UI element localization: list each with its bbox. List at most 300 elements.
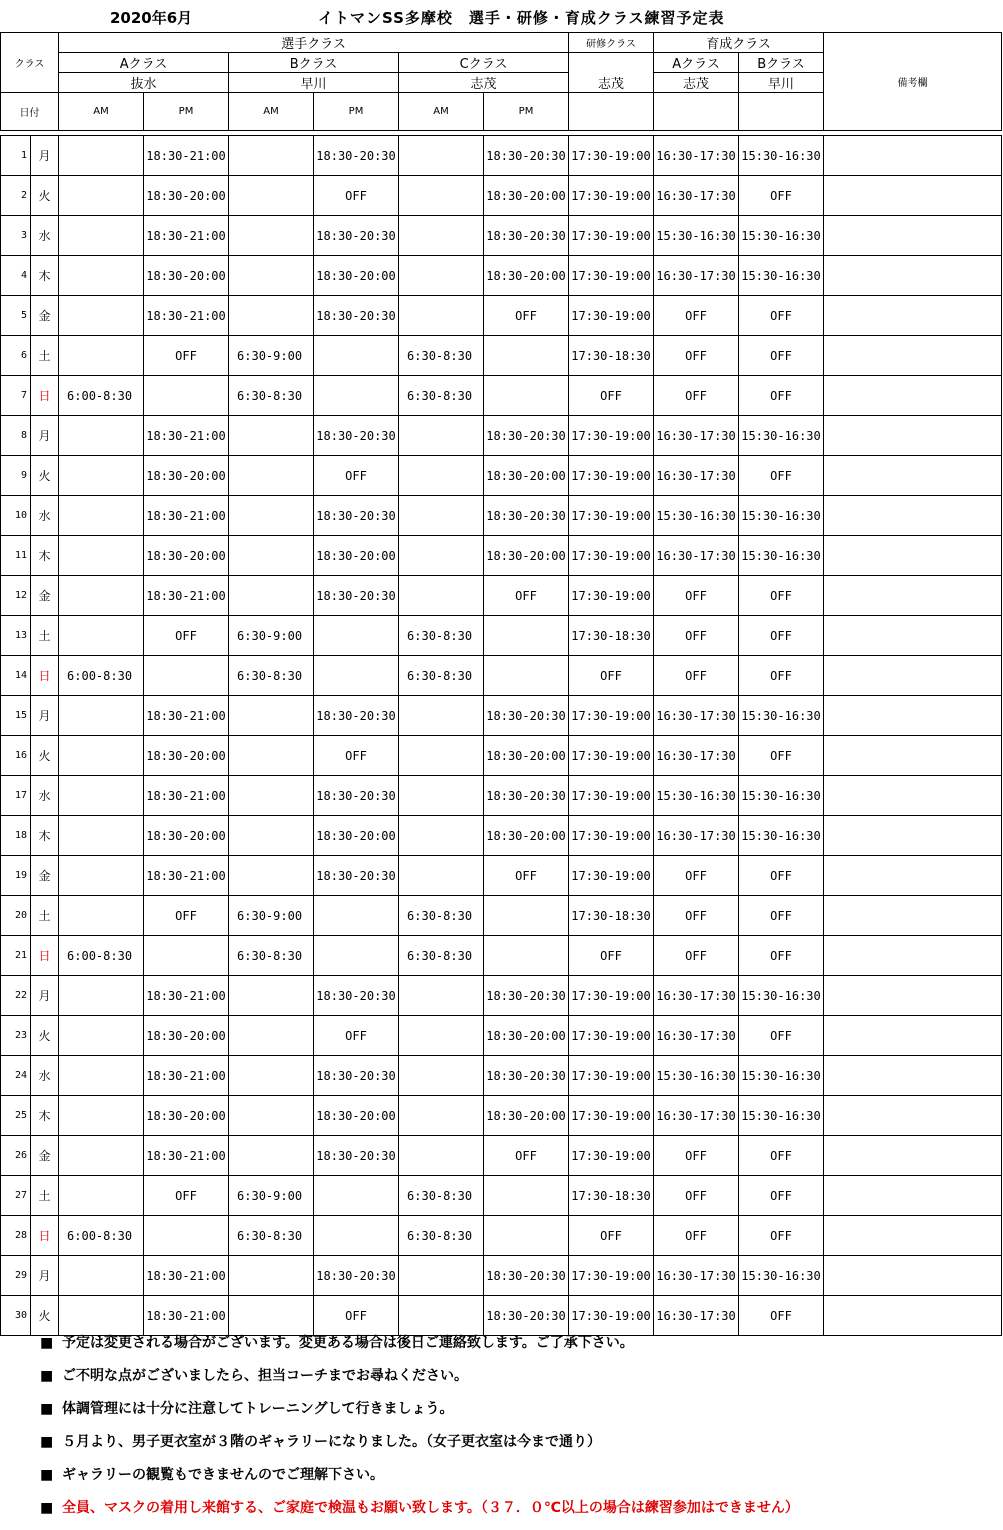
- b-pm-cell: 18:30-20:00: [314, 816, 399, 856]
- note-text: 予定は変更される場合がございます。変更ある場合は後日ご連絡致します。ご了承下さい。: [62, 1335, 634, 1351]
- a-am-cell: [59, 136, 144, 176]
- a-pm-cell: 18:30-21:00: [144, 696, 229, 736]
- remarks-cell: [824, 416, 1002, 456]
- remarks-cell: [824, 456, 1002, 496]
- c-pm-cell: 18:30-20:30: [484, 1056, 569, 1096]
- a-pm-header: PM: [144, 93, 229, 131]
- bullet-square-icon: ■: [40, 1434, 54, 1450]
- day-number: 8: [1, 416, 31, 456]
- a-pm-cell: 18:30-20:00: [144, 736, 229, 776]
- ikusei-a-cell: 16:30-17:30: [654, 456, 739, 496]
- note-item: [40, 1398, 1000, 1431]
- bullet-square-icon: ■: [40, 1368, 54, 1384]
- a-am-cell: [59, 336, 144, 376]
- kenshu-cell: 17:30-19:00: [569, 536, 654, 576]
- c-am-cell: [399, 136, 484, 176]
- c-am-cell: 6:30-8:30: [399, 896, 484, 936]
- a-am-cell: [59, 856, 144, 896]
- note-text: ５月より、男子更衣室が３階のギャラリーになりました。（女子更衣室は今まで通り）: [62, 1434, 601, 1450]
- ikusei-b-cell: OFF: [739, 616, 824, 656]
- note-item: [40, 1365, 1000, 1398]
- a-pm-cell: 18:30-21:00: [144, 1256, 229, 1296]
- table-row: [1, 1056, 1002, 1096]
- a-pm-cell: 18:30-20:00: [144, 456, 229, 496]
- b-am-cell: 6:30-9:00: [229, 1176, 314, 1216]
- kenshu-cell: 17:30-19:00: [569, 696, 654, 736]
- a-am-cell: 6:00-8:30: [59, 376, 144, 416]
- remarks-cell: [824, 1136, 1002, 1176]
- b-am-cell: 6:30-9:00: [229, 896, 314, 936]
- c-am-cell: 6:30-8:30: [399, 936, 484, 976]
- c-pm-cell: 18:30-20:00: [484, 816, 569, 856]
- remarks-cell: [824, 1176, 1002, 1216]
- a-am-cell: [59, 216, 144, 256]
- b-pm-cell: [314, 376, 399, 416]
- ikusei-b-cell: 15:30-16:30: [739, 1256, 824, 1296]
- b-am-cell: 6:30-9:00: [229, 616, 314, 656]
- ikusei-b-cell: 15:30-16:30: [739, 776, 824, 816]
- a-am-cell: [59, 816, 144, 856]
- ikusei-a-cell: 15:30-16:30: [654, 216, 739, 256]
- ikusei-b-cell: OFF: [739, 1216, 824, 1256]
- b-pm-cell: 18:30-20:30: [314, 1056, 399, 1096]
- table-row: [1, 496, 1002, 536]
- c-pm-cell: [484, 336, 569, 376]
- remarks-cell: [824, 856, 1002, 896]
- b-pm-cell: 18:30-20:30: [314, 416, 399, 456]
- ikusei-b-cell: OFF: [739, 856, 824, 896]
- ikusei-b-cell: OFF: [739, 1296, 824, 1336]
- b-pm-cell: 18:30-20:30: [314, 1136, 399, 1176]
- b-am-cell: [229, 696, 314, 736]
- c-am-cell: [399, 1056, 484, 1096]
- b-pm-cell: 18:30-20:00: [314, 1096, 399, 1136]
- a-am-cell: [59, 496, 144, 536]
- c-class-header: Cクラス: [399, 53, 569, 73]
- c-am-cell: [399, 1256, 484, 1296]
- day-number: 5: [1, 296, 31, 336]
- c-am-cell: 6:30-8:30: [399, 336, 484, 376]
- ikusei-a-cell: 16:30-17:30: [654, 176, 739, 216]
- day-of-week: 日: [31, 936, 59, 976]
- b-pm-cell: 18:30-20:00: [314, 256, 399, 296]
- b-pm-cell: OFF: [314, 1016, 399, 1056]
- senshu-class-header: 選手クラス: [59, 33, 569, 53]
- day-number: 1: [1, 136, 31, 176]
- table-row: [1, 856, 1002, 896]
- c-pm-header: PM: [484, 93, 569, 131]
- remarks-cell: [824, 696, 1002, 736]
- ikusei-a-cell: 16:30-17:30: [654, 1296, 739, 1336]
- ikusei-b-cell: OFF: [739, 736, 824, 776]
- remarks-cell: [824, 616, 1002, 656]
- remarks-cell: [824, 776, 1002, 816]
- kenshu-cell: 17:30-19:00: [569, 256, 654, 296]
- c-pm-cell: [484, 1216, 569, 1256]
- a-pm-cell: 18:30-20:00: [144, 1096, 229, 1136]
- a-am-cell: 6:00-8:30: [59, 656, 144, 696]
- day-number: 2: [1, 176, 31, 216]
- kenshu-cell: 17:30-19:00: [569, 1136, 654, 1176]
- a-am-cell: [59, 1016, 144, 1056]
- c-pm-cell: 18:30-20:30: [484, 136, 569, 176]
- a-am-cell: [59, 176, 144, 216]
- b-am-cell: [229, 456, 314, 496]
- kenshu-cell: 17:30-18:30: [569, 616, 654, 656]
- a-pm-cell: [144, 376, 229, 416]
- b-pm-cell: 18:30-20:30: [314, 696, 399, 736]
- day-number: 23: [1, 1016, 31, 1056]
- b-am-cell: [229, 536, 314, 576]
- day-number: 26: [1, 1136, 31, 1176]
- a-am-cell: [59, 976, 144, 1016]
- table-header: [1, 33, 1002, 136]
- table-row: [1, 1216, 1002, 1256]
- ikusei-a-cell: 16:30-17:30: [654, 1096, 739, 1136]
- ikusei-b-cell: OFF: [739, 1136, 824, 1176]
- ikusei-a-cell: OFF: [654, 656, 739, 696]
- c-am-cell: [399, 1296, 484, 1336]
- remarks-header: 備考欄: [824, 33, 1002, 131]
- day-number: 27: [1, 1176, 31, 1216]
- ikusei-a-cell: OFF: [654, 576, 739, 616]
- ikusei-a-cell: 16:30-17:30: [654, 416, 739, 456]
- c-pm-cell: OFF: [484, 576, 569, 616]
- c-am-cell: [399, 1136, 484, 1176]
- table-row: [1, 1096, 1002, 1136]
- b-am-cell: [229, 856, 314, 896]
- table-row: [1, 776, 1002, 816]
- kenshu-cell: 17:30-19:00: [569, 816, 654, 856]
- remarks-cell: [824, 1096, 1002, 1136]
- ikusei-b-cell: 15:30-16:30: [739, 976, 824, 1016]
- ikusei-b-cell: OFF: [739, 336, 824, 376]
- kenshu-cell: 17:30-18:30: [569, 336, 654, 376]
- a-pm-cell: OFF: [144, 1176, 229, 1216]
- kenshu-cell: OFF: [569, 936, 654, 976]
- c-am-cell: [399, 976, 484, 1016]
- c-am-cell: [399, 496, 484, 536]
- c-am-cell: [399, 256, 484, 296]
- a-am-cell: [59, 616, 144, 656]
- b-am-cell: [229, 416, 314, 456]
- ikusei-b-header: Bクラス: [739, 53, 824, 73]
- table-row: [1, 416, 1002, 456]
- day-number: 7: [1, 376, 31, 416]
- a-am-cell: [59, 416, 144, 456]
- b-pm-cell: 18:30-20:30: [314, 1256, 399, 1296]
- ikusei-b-cell: 15:30-16:30: [739, 216, 824, 256]
- note-text: ご不明な点がございましたら、担当コーチまでお尋ねください。: [62, 1368, 468, 1384]
- schedule-table: [0, 32, 1002, 1336]
- table-row: [1, 736, 1002, 776]
- ikusei-a-coach: 志茂: [654, 73, 739, 93]
- day-number: 22: [1, 976, 31, 1016]
- note-text: 体調管理には十分に注意してトレーニングして行きましょう。: [62, 1401, 454, 1417]
- ikusei-b-cell: OFF: [739, 376, 824, 416]
- c-am-cell: [399, 576, 484, 616]
- note-item: [40, 1332, 1000, 1365]
- day-of-week: 水: [31, 1056, 59, 1096]
- ikusei-a-header: Aクラス: [654, 53, 739, 73]
- a-am-cell: [59, 296, 144, 336]
- ikusei-a-cell: 16:30-17:30: [654, 256, 739, 296]
- day-of-week: 月: [31, 976, 59, 1016]
- day-number: 11: [1, 536, 31, 576]
- day-number: 25: [1, 1096, 31, 1136]
- b-pm-cell: 18:30-20:30: [314, 856, 399, 896]
- a-pm-cell: 18:30-20:00: [144, 816, 229, 856]
- table-row: [1, 696, 1002, 736]
- remarks-cell: [824, 216, 1002, 256]
- a-pm-cell: 18:30-21:00: [144, 1136, 229, 1176]
- c-pm-cell: 18:30-20:30: [484, 416, 569, 456]
- page-title: イトマンSS多摩校 選手・研修・育成クラス練習予定表: [318, 9, 725, 27]
- b-am-cell: [229, 576, 314, 616]
- ikusei-b-cell: OFF: [739, 456, 824, 496]
- table-row: [1, 1176, 1002, 1216]
- b-am-cell: [229, 816, 314, 856]
- day-of-week: 木: [31, 256, 59, 296]
- ikusei-a-cell: OFF: [654, 616, 739, 656]
- remarks-cell: [824, 976, 1002, 1016]
- day-of-week: 日: [31, 1216, 59, 1256]
- a-pm-cell: [144, 1216, 229, 1256]
- ikusei-a-cell: 15:30-16:30: [654, 1056, 739, 1096]
- b-pm-cell: 18:30-20:30: [314, 576, 399, 616]
- c-am-header: AM: [399, 93, 484, 131]
- a-pm-cell: 18:30-21:00: [144, 296, 229, 336]
- c-pm-cell: OFF: [484, 1136, 569, 1176]
- c-pm-cell: 18:30-20:30: [484, 776, 569, 816]
- b-am-cell: [229, 136, 314, 176]
- table-row: [1, 816, 1002, 856]
- remarks-cell: [824, 576, 1002, 616]
- ikusei-a-cell: OFF: [654, 1176, 739, 1216]
- c-pm-cell: 18:30-20:30: [484, 1296, 569, 1336]
- b-am-cell: [229, 1136, 314, 1176]
- day-of-week: 金: [31, 856, 59, 896]
- b-am-header: AM: [229, 93, 314, 131]
- a-am-cell: [59, 776, 144, 816]
- a-pm-cell: 18:30-21:00: [144, 136, 229, 176]
- ikusei-a-cell: OFF: [654, 1136, 739, 1176]
- ikusei-b-cell: 15:30-16:30: [739, 136, 824, 176]
- day-number: 30: [1, 1296, 31, 1336]
- kenshu-cell: 17:30-19:00: [569, 576, 654, 616]
- ikusei-b-cell: 15:30-16:30: [739, 1056, 824, 1096]
- kenshu-cell: OFF: [569, 376, 654, 416]
- c-am-cell: 6:30-8:30: [399, 376, 484, 416]
- a-pm-cell: OFF: [144, 896, 229, 936]
- note-text: 全員、マスクの着用し来館する、ご家庭で検温もお願い致します。（３７．０℃以上の場合は練習参加はできません）: [62, 1500, 799, 1516]
- b-am-cell: [229, 976, 314, 1016]
- remarks-cell: [824, 1056, 1002, 1096]
- bullet-square-icon: ■: [40, 1500, 54, 1516]
- a-pm-cell: 18:30-21:00: [144, 1056, 229, 1096]
- c-am-cell: [399, 176, 484, 216]
- kenshu-cell: 17:30-18:30: [569, 896, 654, 936]
- b-am-cell: [229, 1096, 314, 1136]
- table-row: [1, 936, 1002, 976]
- c-am-cell: [399, 856, 484, 896]
- c-am-cell: [399, 776, 484, 816]
- a-am-cell: 6:00-8:30: [59, 1216, 144, 1256]
- a-am-cell: [59, 1136, 144, 1176]
- day-number: 6: [1, 336, 31, 376]
- c-am-cell: 6:30-8:30: [399, 616, 484, 656]
- kenshu-cell: 17:30-19:00: [569, 1016, 654, 1056]
- ikusei-b-cell: OFF: [739, 176, 824, 216]
- kenshu-cell: 17:30-19:00: [569, 1056, 654, 1096]
- a-pm-cell: 18:30-21:00: [144, 496, 229, 536]
- c-am-cell: 6:30-8:30: [399, 1176, 484, 1216]
- b-pm-cell: OFF: [314, 1296, 399, 1336]
- ikusei-b-cell: 15:30-16:30: [739, 536, 824, 576]
- kenshu-empty-header: [569, 93, 654, 131]
- bullet-square-icon: ■: [40, 1467, 54, 1483]
- remarks-cell: [824, 1296, 1002, 1336]
- b-am-cell: [229, 176, 314, 216]
- a-pm-cell: 18:30-21:00: [144, 416, 229, 456]
- c-pm-cell: 18:30-20:00: [484, 456, 569, 496]
- c-pm-cell: 18:30-20:30: [484, 976, 569, 1016]
- table-row: [1, 296, 1002, 336]
- c-am-cell: [399, 736, 484, 776]
- day-number: 10: [1, 496, 31, 536]
- a-pm-cell: 18:30-21:00: [144, 856, 229, 896]
- table-row: [1, 616, 1002, 656]
- ikusei-class-header: 育成クラス: [654, 33, 824, 53]
- a-am-cell: [59, 1176, 144, 1216]
- day-number: 14: [1, 656, 31, 696]
- day-of-week: 月: [31, 136, 59, 176]
- b-am-cell: [229, 496, 314, 536]
- kenshu-cell: 17:30-19:00: [569, 296, 654, 336]
- a-pm-cell: [144, 936, 229, 976]
- b-pm-cell: 18:30-20:30: [314, 776, 399, 816]
- b-am-cell: [229, 736, 314, 776]
- notes-section: [40, 1332, 1000, 1530]
- b-am-cell: 6:30-8:30: [229, 1216, 314, 1256]
- b-pm-cell: 18:30-20:00: [314, 536, 399, 576]
- kenshu-cell: 17:30-19:00: [569, 136, 654, 176]
- b-am-cell: 6:30-8:30: [229, 656, 314, 696]
- remarks-cell: [824, 656, 1002, 696]
- b-pm-cell: OFF: [314, 456, 399, 496]
- c-pm-cell: [484, 1176, 569, 1216]
- c-pm-cell: 18:30-20:00: [484, 736, 569, 776]
- a-am-cell: [59, 1256, 144, 1296]
- a-am-cell: [59, 576, 144, 616]
- kenshu-cell: 17:30-19:00: [569, 216, 654, 256]
- c-pm-cell: 18:30-20:00: [484, 256, 569, 296]
- ikusei-a-cell: 16:30-17:30: [654, 536, 739, 576]
- kenshu-cell: 17:30-19:00: [569, 416, 654, 456]
- day-of-week: 水: [31, 216, 59, 256]
- b-pm-cell: [314, 1216, 399, 1256]
- day-of-week: 木: [31, 536, 59, 576]
- table-row: [1, 536, 1002, 576]
- ikusei-a-cell: 16:30-17:30: [654, 696, 739, 736]
- day-of-week: 土: [31, 1176, 59, 1216]
- a-am-cell: 6:00-8:30: [59, 936, 144, 976]
- remarks-cell: [824, 136, 1002, 176]
- a-am-cell: [59, 1056, 144, 1096]
- ikusei-a-cell: OFF: [654, 376, 739, 416]
- a-am-cell: [59, 536, 144, 576]
- schedule-body: [1, 136, 1002, 1336]
- day-number: 19: [1, 856, 31, 896]
- day-number: 9: [1, 456, 31, 496]
- remarks-cell: [824, 296, 1002, 336]
- ikusei-a-cell: OFF: [654, 936, 739, 976]
- c-am-cell: [399, 696, 484, 736]
- c-am-cell: [399, 456, 484, 496]
- kenshu-cell: 17:30-19:00: [569, 976, 654, 1016]
- remarks-cell: [824, 336, 1002, 376]
- day-number: 17: [1, 776, 31, 816]
- b-am-cell: 6:30-8:30: [229, 936, 314, 976]
- c-am-cell: 6:30-8:30: [399, 1216, 484, 1256]
- b-am-cell: [229, 1256, 314, 1296]
- day-of-week: 月: [31, 416, 59, 456]
- day-number: 16: [1, 736, 31, 776]
- c-am-cell: [399, 416, 484, 456]
- c-pm-cell: 18:30-20:00: [484, 536, 569, 576]
- ikusei-a-cell: 16:30-17:30: [654, 1016, 739, 1056]
- day-of-week: 火: [31, 176, 59, 216]
- day-number: 20: [1, 896, 31, 936]
- day-of-week: 日: [31, 656, 59, 696]
- table-row: [1, 656, 1002, 696]
- table-row: [1, 1136, 1002, 1176]
- b-am-cell: [229, 1296, 314, 1336]
- b-pm-cell: 18:30-20:30: [314, 976, 399, 1016]
- table-row: [1, 216, 1002, 256]
- day-number: 15: [1, 696, 31, 736]
- a-am-cell: [59, 696, 144, 736]
- b-pm-cell: [314, 616, 399, 656]
- b-pm-cell: [314, 936, 399, 976]
- day-of-week: 金: [31, 1136, 59, 1176]
- day-of-week: 木: [31, 816, 59, 856]
- b-pm-cell: OFF: [314, 176, 399, 216]
- ikusei-a-cell: OFF: [654, 336, 739, 376]
- ikusei-b-cell: OFF: [739, 656, 824, 696]
- kenshu-coach: 志茂: [569, 53, 654, 93]
- ikusei-a-cell: OFF: [654, 856, 739, 896]
- remarks-cell: [824, 496, 1002, 536]
- c-am-cell: [399, 816, 484, 856]
- b-pm-cell: [314, 656, 399, 696]
- kenshu-cell: 17:30-19:00: [569, 176, 654, 216]
- kenshu-cell: 17:30-19:00: [569, 456, 654, 496]
- table-row: [1, 896, 1002, 936]
- a-am-cell: [59, 1096, 144, 1136]
- c-am-cell: [399, 216, 484, 256]
- remarks-cell: [824, 736, 1002, 776]
- ikusei-b-cell: 15:30-16:30: [739, 1096, 824, 1136]
- a-pm-cell: 18:30-20:00: [144, 1016, 229, 1056]
- c-pm-cell: [484, 376, 569, 416]
- ikusei-a-empty-header: [654, 93, 739, 131]
- a-pm-cell: 18:30-21:00: [144, 1296, 229, 1336]
- b-pm-header: PM: [314, 93, 399, 131]
- kenshu-cell: 17:30-19:00: [569, 1296, 654, 1336]
- c-pm-cell: OFF: [484, 296, 569, 336]
- ikusei-a-cell: 15:30-16:30: [654, 776, 739, 816]
